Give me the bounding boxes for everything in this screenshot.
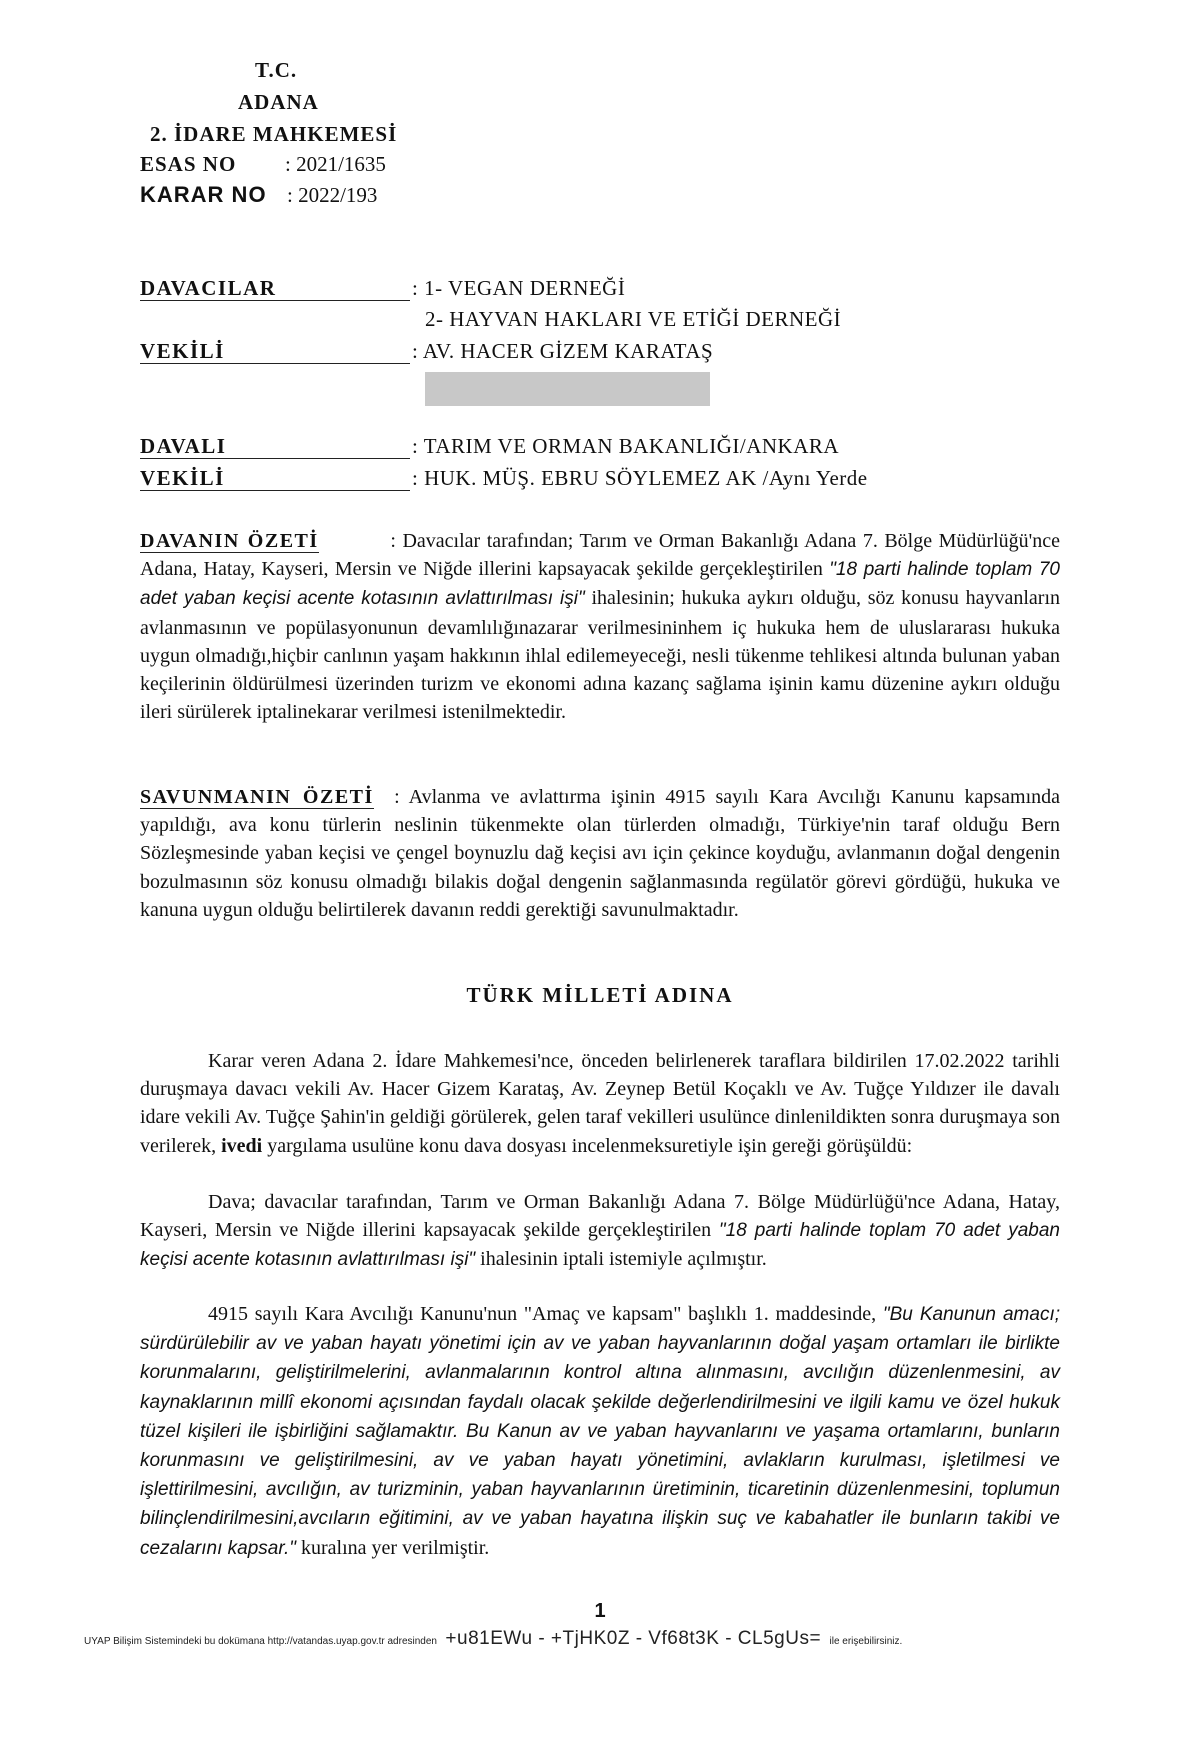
verdict-title: TÜRK MİLLETİ ADINA: [466, 983, 734, 1007]
body-p3-quote: "Bu Kanunun amacı; sürdürülebilir av ve yaban hayatı yönetimi için av ve yaban hayvanlarının doğal yaşam ortamları ile birlikte korunmalarını, geliştirilmelerini, avlanmalarının kontrol altına alınmasını, avcılığın düzenlenmesini, av kaynaklarının millî ekonomi açısından faydalı olacak şekilde değerlendirilmesini ve ilgili kamu ve özel hukuk tüzel kişileri ile işbirliğini sağlamaktır. Bu Kanun av ve yaban hayvanlarını ve yaşama ortamlarını, bunların korunmasını ve geliştirilmesini, av ve yaban hayatı yönetimini, avlakların kurulması, işletilmesi ve işlettirilmesini, avcılığın, av turizminin, yaban hayvanlarının üretiminin, ticaretinin düzenlenmesini, toplumun bilinçlendirilmesini,avcıların eğitimini, av ve yaban hayatına ilişkin suç ve kabahatler ile bunların takibi ve cezalarını kapsar.": [140, 1304, 1061, 1559]
claim-summary-paragraph: [140, 527, 1060, 726]
body-p1-bold: ivedi: [221, 1134, 263, 1157]
footer-verification-line: [84, 1628, 1094, 1650]
body-paragraph-1: [140, 1047, 1060, 1160]
karar-no-line: [140, 182, 377, 208]
plaintiff-1: : 1- VEGAN DERNEĞİ: [412, 276, 626, 300]
body-p2-text-b: ihalesinin iptali istemiyle açılmıştır.: [480, 1248, 767, 1271]
plaintiff-counsel-label: VEKİLİ: [140, 339, 410, 364]
body-p1-text-b: yargılama usulüne konu dava dosyası incelenmeksuretiyle işin gereği görüşüldü:: [267, 1134, 913, 1157]
body-paragraph-3: [140, 1300, 1060, 1563]
esas-no-value: : 2021/1635: [285, 152, 386, 176]
defendant: : TARIM VE ORMAN BAKANLIĞI/ANKARA: [412, 434, 840, 458]
karar-no-label: KARAR NO: [140, 182, 267, 207]
body-p3-text-a: 4915 sayılı Kara Avcılığı Kanunu'nun "Amaç ve kapsam" başlıklı 1. maddesinde,: [208, 1303, 877, 1325]
redacted-address-block: [425, 372, 710, 406]
footer-prefix: UYAP Bilişim Sistemindeki bu dokümana http://vatandas.uyap.gov.tr adresinden: [84, 1636, 437, 1647]
defense-summary-label: SAVUNMANIN ÖZETİ: [140, 786, 374, 808]
page-number: 1: [594, 1600, 606, 1622]
body-p3-text-b: kuralına yer verilmiştir.: [301, 1536, 490, 1559]
header-country: T.C.: [255, 58, 298, 82]
esas-no-label: ESAS NO: [140, 152, 237, 176]
footer-verification-code: +u81EWu - +TjHK0Z - Vf68t3K - CL5gUs=: [445, 1628, 822, 1649]
plaintiff-2: 2- HAYVAN HAKLARI VE ETİĞİ DERNEĞİ: [425, 307, 842, 331]
esas-no-line: [140, 152, 386, 177]
body-p2-quote: "18 parti halinde toplam 70 adet yaban keçisi acente kotasının avlattırılması işi": [140, 1220, 1060, 1271]
claim-summary-quote: "18 parti halinde toplam 70 adet yaban keçisi acente kotasının avlattırılması işi": [140, 559, 1060, 610]
body-p1-text-a: Karar veren Adana 2. İdare Mahkemesi'nce, önceden belirlenerek taraflara bildirilen 17.02.2022 tarihli duruşmaya davacı vekili Av. Hacer Gizem Karataş, Av. Zeynep Betül Koçaklı ve Av. Tuğçe Yıldızer ile davalı idare vekili Av. Tuğçe Şahin'in geldiği görülerek, gelen taraf vekilleri usulünce dinlenildikten sonra duruşmaya son verilerek,: [140, 1050, 1060, 1157]
body-paragraph-2: [140, 1188, 1060, 1275]
footer-suffix: ile erişebilirsiniz.: [829, 1636, 903, 1647]
header-court-name: 2. İDARE MAHKEMESİ: [150, 122, 398, 146]
claim-summary-label: DAVANIN ÖZETİ: [140, 530, 319, 552]
plaintiff-counsel: : AV. HACER GİZEM KARATAŞ: [412, 339, 714, 363]
claim-summary-text-2: ihalesinin; hukuka aykırı olduğu, söz konusu hayvanların avlanmasının ve popülasyonunun devamlılığınazarar verilmesininhem iç hukuka hem de uluslararası hukuka uygun olmadığı,hiçbir canlının yaşam hakkının ihlal edilemeyeceği, nesli tükenme tehlikesi altında bulunan yaban keçilerinin öldürülmesi üzerinden turizm ve ekonomi adına kazanç sağlama işinin kamu düzenine aykırı olduğu ileri sürülerek iptalinekarar verilmesi istenilmektedir.: [140, 587, 1060, 724]
body-p2-text-a: Dava; davacılar tarafından, Tarım ve Orman Bakanlığı Adana 7. Bölge Müdürlüğü'nce Adana, Hatay, Kayseri, Mersin ve Niğde illerini kapsayacak şekilde gerçekleştirilen: [140, 1191, 1060, 1242]
defendant-counsel-label: VEKİLİ: [140, 466, 410, 491]
claim-summary-text-1: : Davacılar tarafından; Tarım ve Orman Bakanlığı Adana 7. Bölge Müdürlüğü'nce Adana, Hatay, Kayseri, Mersin ve Niğde illerini kapsayacak şekilde gerçekleştirilen: [140, 530, 1060, 581]
defense-summary-paragraph: [140, 783, 1060, 924]
plaintiffs-label: DAVACILAR: [140, 276, 410, 301]
header-city: ADANA: [238, 90, 319, 114]
karar-no-value: : 2022/193: [287, 183, 378, 207]
defendant-counsel: : HUK. MÜŞ. EBRU SÖYLEMEZ AK /Aynı Yerde: [412, 466, 868, 490]
defendant-label: DAVALI: [140, 434, 410, 459]
defense-summary-text: : Avlanma ve avlattırma işinin 4915 sayılı Kara Avcılığı Kanunu kapsamında yapıldığı, ava konu türlerin neslinin tükenmekte olan türlerden olmadığı, Türkiye'nin taraf olduğu Bern Sözleşmesinde yaban keçisi ve çengel boynuzlu dağ keçisi avı için çekince koyduğu, avlanmanın doğal dengenin bozulmasının söz konusu olmadığı bilakis doğal dengenin sağlanmasında regülatör görevi gördüğü, hukuka ve kanuna uygun olduğu belirtilerek davanın reddi gerektiği savunulmaktadır.: [140, 786, 1061, 921]
